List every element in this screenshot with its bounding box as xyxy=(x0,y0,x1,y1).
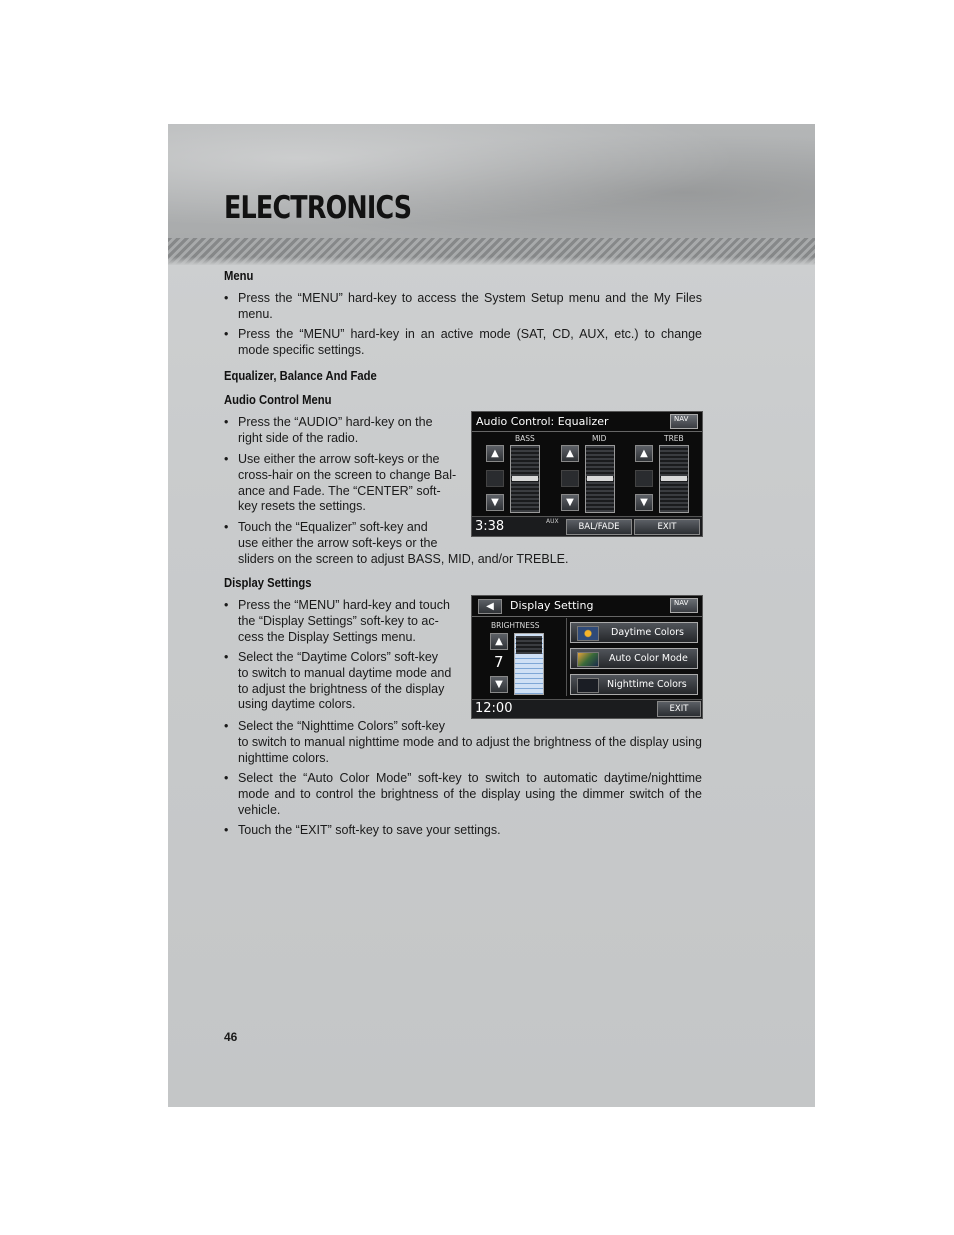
mid-down-button[interactable]: ▼ xyxy=(561,494,579,511)
mid-slider[interactable] xyxy=(585,445,615,513)
clock: 12:00 xyxy=(475,701,513,716)
list-item: • Use either the arrow soft-keys or the cross-hair on the screen to change Bal- ance and Fade. The “CENTER” soft- key resets the settings. xyxy=(224,452,457,514)
moon-icon xyxy=(577,678,599,693)
screen-bottom-bar xyxy=(472,699,702,718)
auto-mode-icon xyxy=(577,652,599,667)
brightness-down-button[interactable]: ▼ xyxy=(490,676,508,693)
nav-badge[interactable]: NAV xyxy=(670,414,698,429)
exit-button[interactable]: EXIT xyxy=(634,519,700,535)
list-item: • Select the “Auto Color Mode” soft-key to switch to automatic daytime/nighttime mode and to control the brightness of the display using the dimmer switch of the vehicle. xyxy=(224,771,702,817)
nav-badge[interactable]: NAV xyxy=(670,598,698,613)
screen-title: Audio Control: Equalizer xyxy=(476,415,609,428)
list-item: • Select the “Nighttime Colors” soft-key to switch to manual nighttime mode and to adjust the brightness of the display using nighttime colors. xyxy=(224,719,702,765)
manual-page xyxy=(168,124,815,1107)
source-label: AUX xyxy=(546,518,559,525)
screen-bottom-bar xyxy=(472,516,702,536)
list-item: • Press the “MENU” hard-key and touch the “Display Settings” soft-key to ac- cess the Display Settings menu. xyxy=(224,598,450,644)
equalizer-heading: Equalizer, Balance And Fade xyxy=(224,369,377,383)
brightness-value: 7 xyxy=(494,653,504,671)
equalizer-screen xyxy=(471,411,703,537)
list-item: • Select the “Daytime Colors” soft-key to switch to manual daytime mode and to adjust the brightness of the display using daytime colors. xyxy=(224,650,452,712)
display-settings-heading: Display Settings xyxy=(224,576,312,590)
brightness-slider[interactable] xyxy=(514,633,544,695)
bass-slider[interactable] xyxy=(510,445,540,513)
mid-up-button[interactable]: ▲ xyxy=(561,445,579,462)
bass-center xyxy=(486,470,504,487)
treble-down-button[interactable]: ▼ xyxy=(635,494,653,511)
header-stripe xyxy=(168,238,815,265)
menu-heading: Menu xyxy=(224,269,254,283)
list-item: • Press the “AUDIO” hard-key on the right side of the radio. xyxy=(224,415,433,445)
treble-up-button[interactable]: ▲ xyxy=(635,445,653,462)
list-item: • Press the “MENU” hard-key in an active mode (SAT, CD, AUX, etc.) to change mode specific settings. xyxy=(224,327,702,357)
bal-fade-button[interactable]: BAL/FADE xyxy=(566,519,632,535)
section-header xyxy=(168,124,815,238)
back-arrow-icon[interactable]: ◀ xyxy=(478,599,502,614)
band-label-treb: TREB xyxy=(664,434,684,443)
daytime-colors-button[interactable]: Daytime Colors xyxy=(570,622,698,643)
section-title: ELECTRONICS xyxy=(224,190,412,226)
bass-up-button[interactable]: ▲ xyxy=(486,445,504,462)
sun-icon xyxy=(577,626,599,641)
band-label-mid: MID xyxy=(592,434,607,443)
list-item: • Touch the “Equalizer” soft-key and use either the arrow soft-keys or the sliders on the screen to adjust BASS, MID, and/or TREBLE. xyxy=(224,520,569,566)
bass-down-button[interactable]: ▼ xyxy=(486,494,504,511)
auto-color-mode-button[interactable]: Auto Color Mode xyxy=(570,648,698,669)
display-setting-screen xyxy=(471,595,703,719)
page-number: 46 xyxy=(224,1030,238,1044)
band-label-bass: BASS xyxy=(515,434,535,443)
clock: 3:38 xyxy=(475,519,505,534)
screen-title: Display Setting xyxy=(510,599,594,612)
treble-slider[interactable] xyxy=(659,445,689,513)
exit-button[interactable]: EXIT xyxy=(657,701,701,717)
audio-control-heading: Audio Control Menu xyxy=(224,393,332,407)
list-item: • Touch the “EXIT” soft-key to save your settings. xyxy=(224,823,501,837)
list-item: • Press the “MENU” hard-key to access the System Setup menu and the My Files menu. xyxy=(224,291,702,321)
nighttime-colors-button[interactable]: Nighttime Colors xyxy=(570,674,698,695)
brightness-up-button[interactable]: ▲ xyxy=(490,633,508,650)
brightness-label: BRIGHTNESS xyxy=(491,621,540,630)
treble-center xyxy=(635,470,653,487)
mid-center xyxy=(561,470,579,487)
